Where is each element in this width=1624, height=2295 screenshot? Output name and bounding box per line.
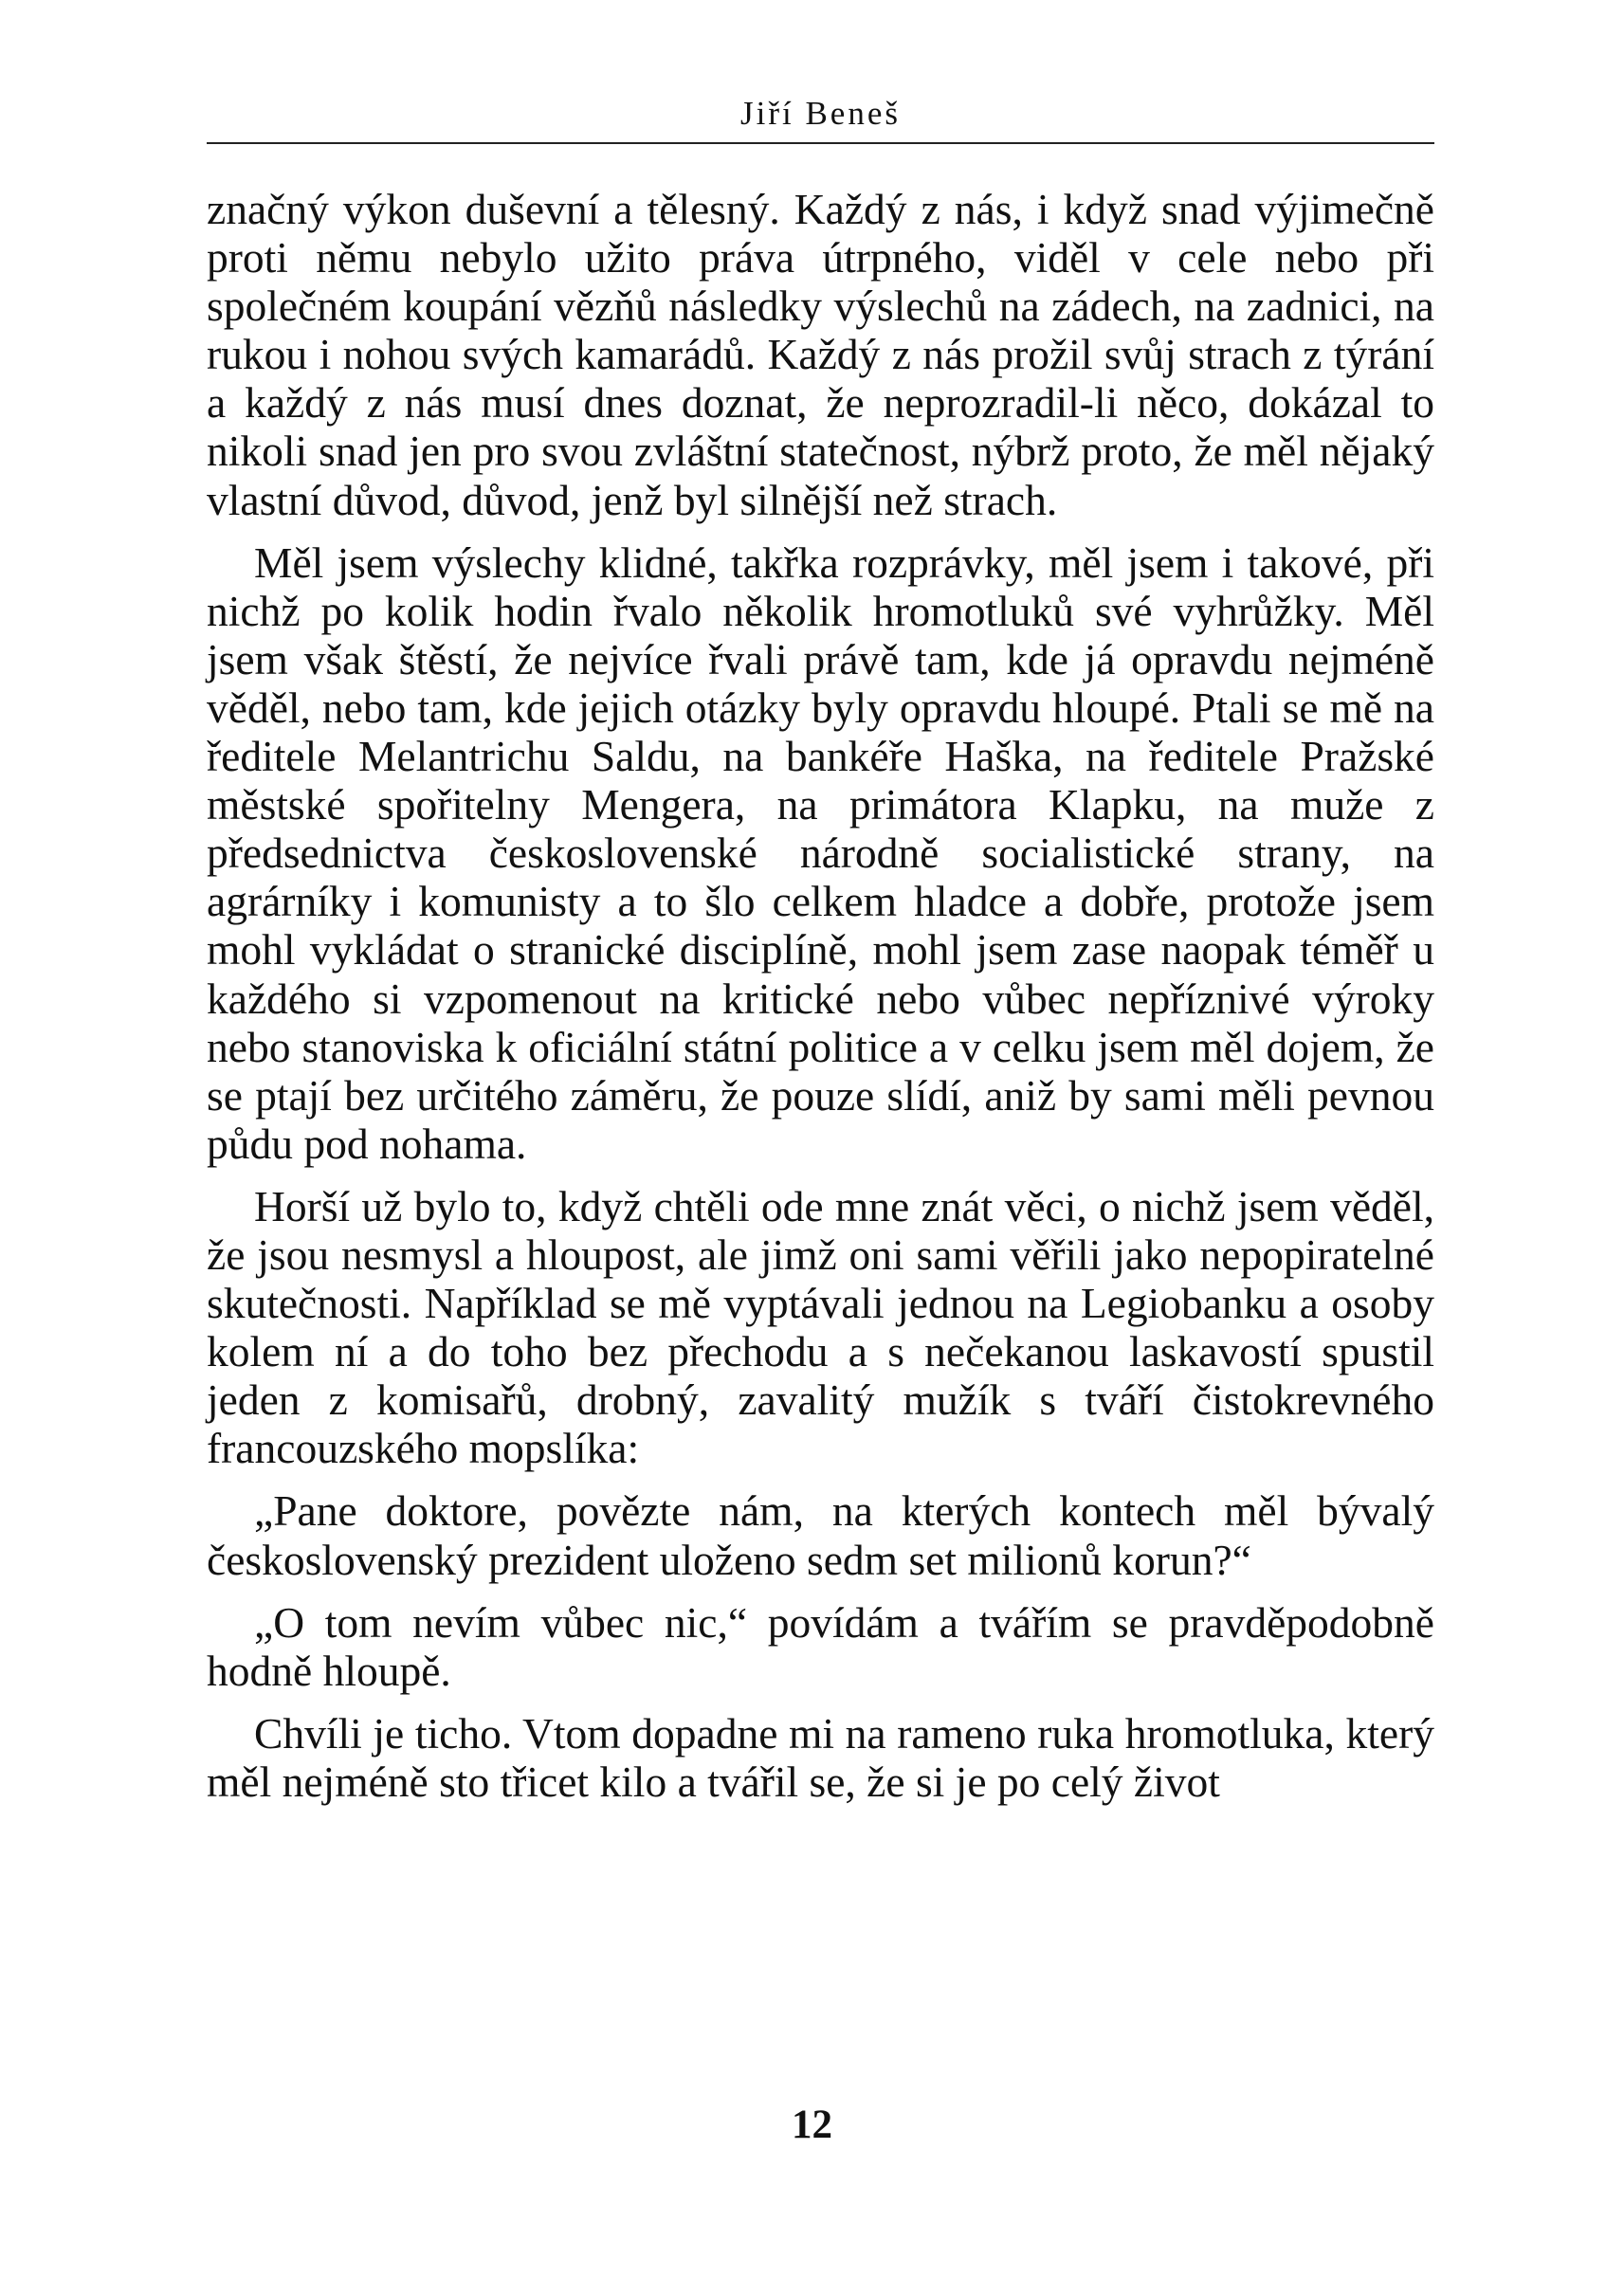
page-number: 12 xyxy=(792,2103,832,2147)
page-body-text xyxy=(207,185,1434,1806)
paragraph: Měl jsem výslechy klidné, takřka rozprávky, měl jsem i takové, při nichž po kolik hodin řvalo několik hromotluků své vyhrůžky. Měl jsem však štěstí, že nejvíce řvali právě tam, kde já opravdu nejméně věděl, nebo tam, kde jejich otázky byly opravdu hloupé. Ptali se mě na ředitele Melantrichu Saldu, na bankéře Haška, na ředitele Pražské městské spořitelny Mengera, na primátora Klapku, na muže z předsednictva československé národně socialistické strany, na agrárníky i komunisty a to šlo celkem hladce a dobře, protože jsem mohl vykládat o stranické disciplíně, mohl jsem zase naopak téměř u každého si vzpomenout na kritické nebo vůbec nepříznivé výroky nebo stanoviska k oficiální státní politice a v celku jsem měl dojem, že se ptají bez určitého záměru, že pouze slídí, aniž by sami měli pevnou půdu pod nohama. xyxy=(207,537,1434,1168)
paragraph: značný výkon duševní a tělesný. Každý z nás, i když snad výjimečně proti němu nebylo užito práva útrpného, viděl v cele nebo při společném koupání vězňů následky výslechů na zádech, na zadnici, na rukou i nohou svých kamarádů. Každý z nás prožil svůj strach z týrání a každý z nás musí dnes doznat, že neprozradil-li něco, dokázal to nikoli snad jen pro svou zvláštní statečnost, nýbrž proto, že měl nějaký vlastní důvod, důvod, jenž byl silnější než strach. xyxy=(207,185,1434,524)
paragraph: Chvíli je ticho. Vtom dopadne mi na rameno ruka hromotluka, který měl nejméně sto třicet kilo a tvářil se, že si je po celý život xyxy=(207,1708,1434,1806)
paragraph: Horší už bylo to, když chtěli ode mne znát věci, o nichž jsem věděl, že jsou nesmysl a hloupost, ale jimž oni sami věřili jako nepopiratelné skutečnosti. Například se mě vyptávali jednou na Legiobanku a osoby kolem ní a do toho bez přechodu a s nečekanou laskavostí spustil jeden z komisařů, drobný, zavalitý mužík s tváří čistokrevného francouzského mopslíka: xyxy=(207,1181,1434,1473)
running-head-title: Jiří Beneš xyxy=(739,95,901,132)
paragraph-dialogue: „O tom nevím vůbec nic,“ povídám a tvářím se pravděpodobně hodně hloupě. xyxy=(207,1597,1434,1695)
running-head xyxy=(207,95,1434,144)
paragraph-dialogue: „Pane doktore, povězte nám, na kterých kontech měl bývalý československý prezident uloženo sedm set milionů korun?“ xyxy=(207,1486,1434,1584)
